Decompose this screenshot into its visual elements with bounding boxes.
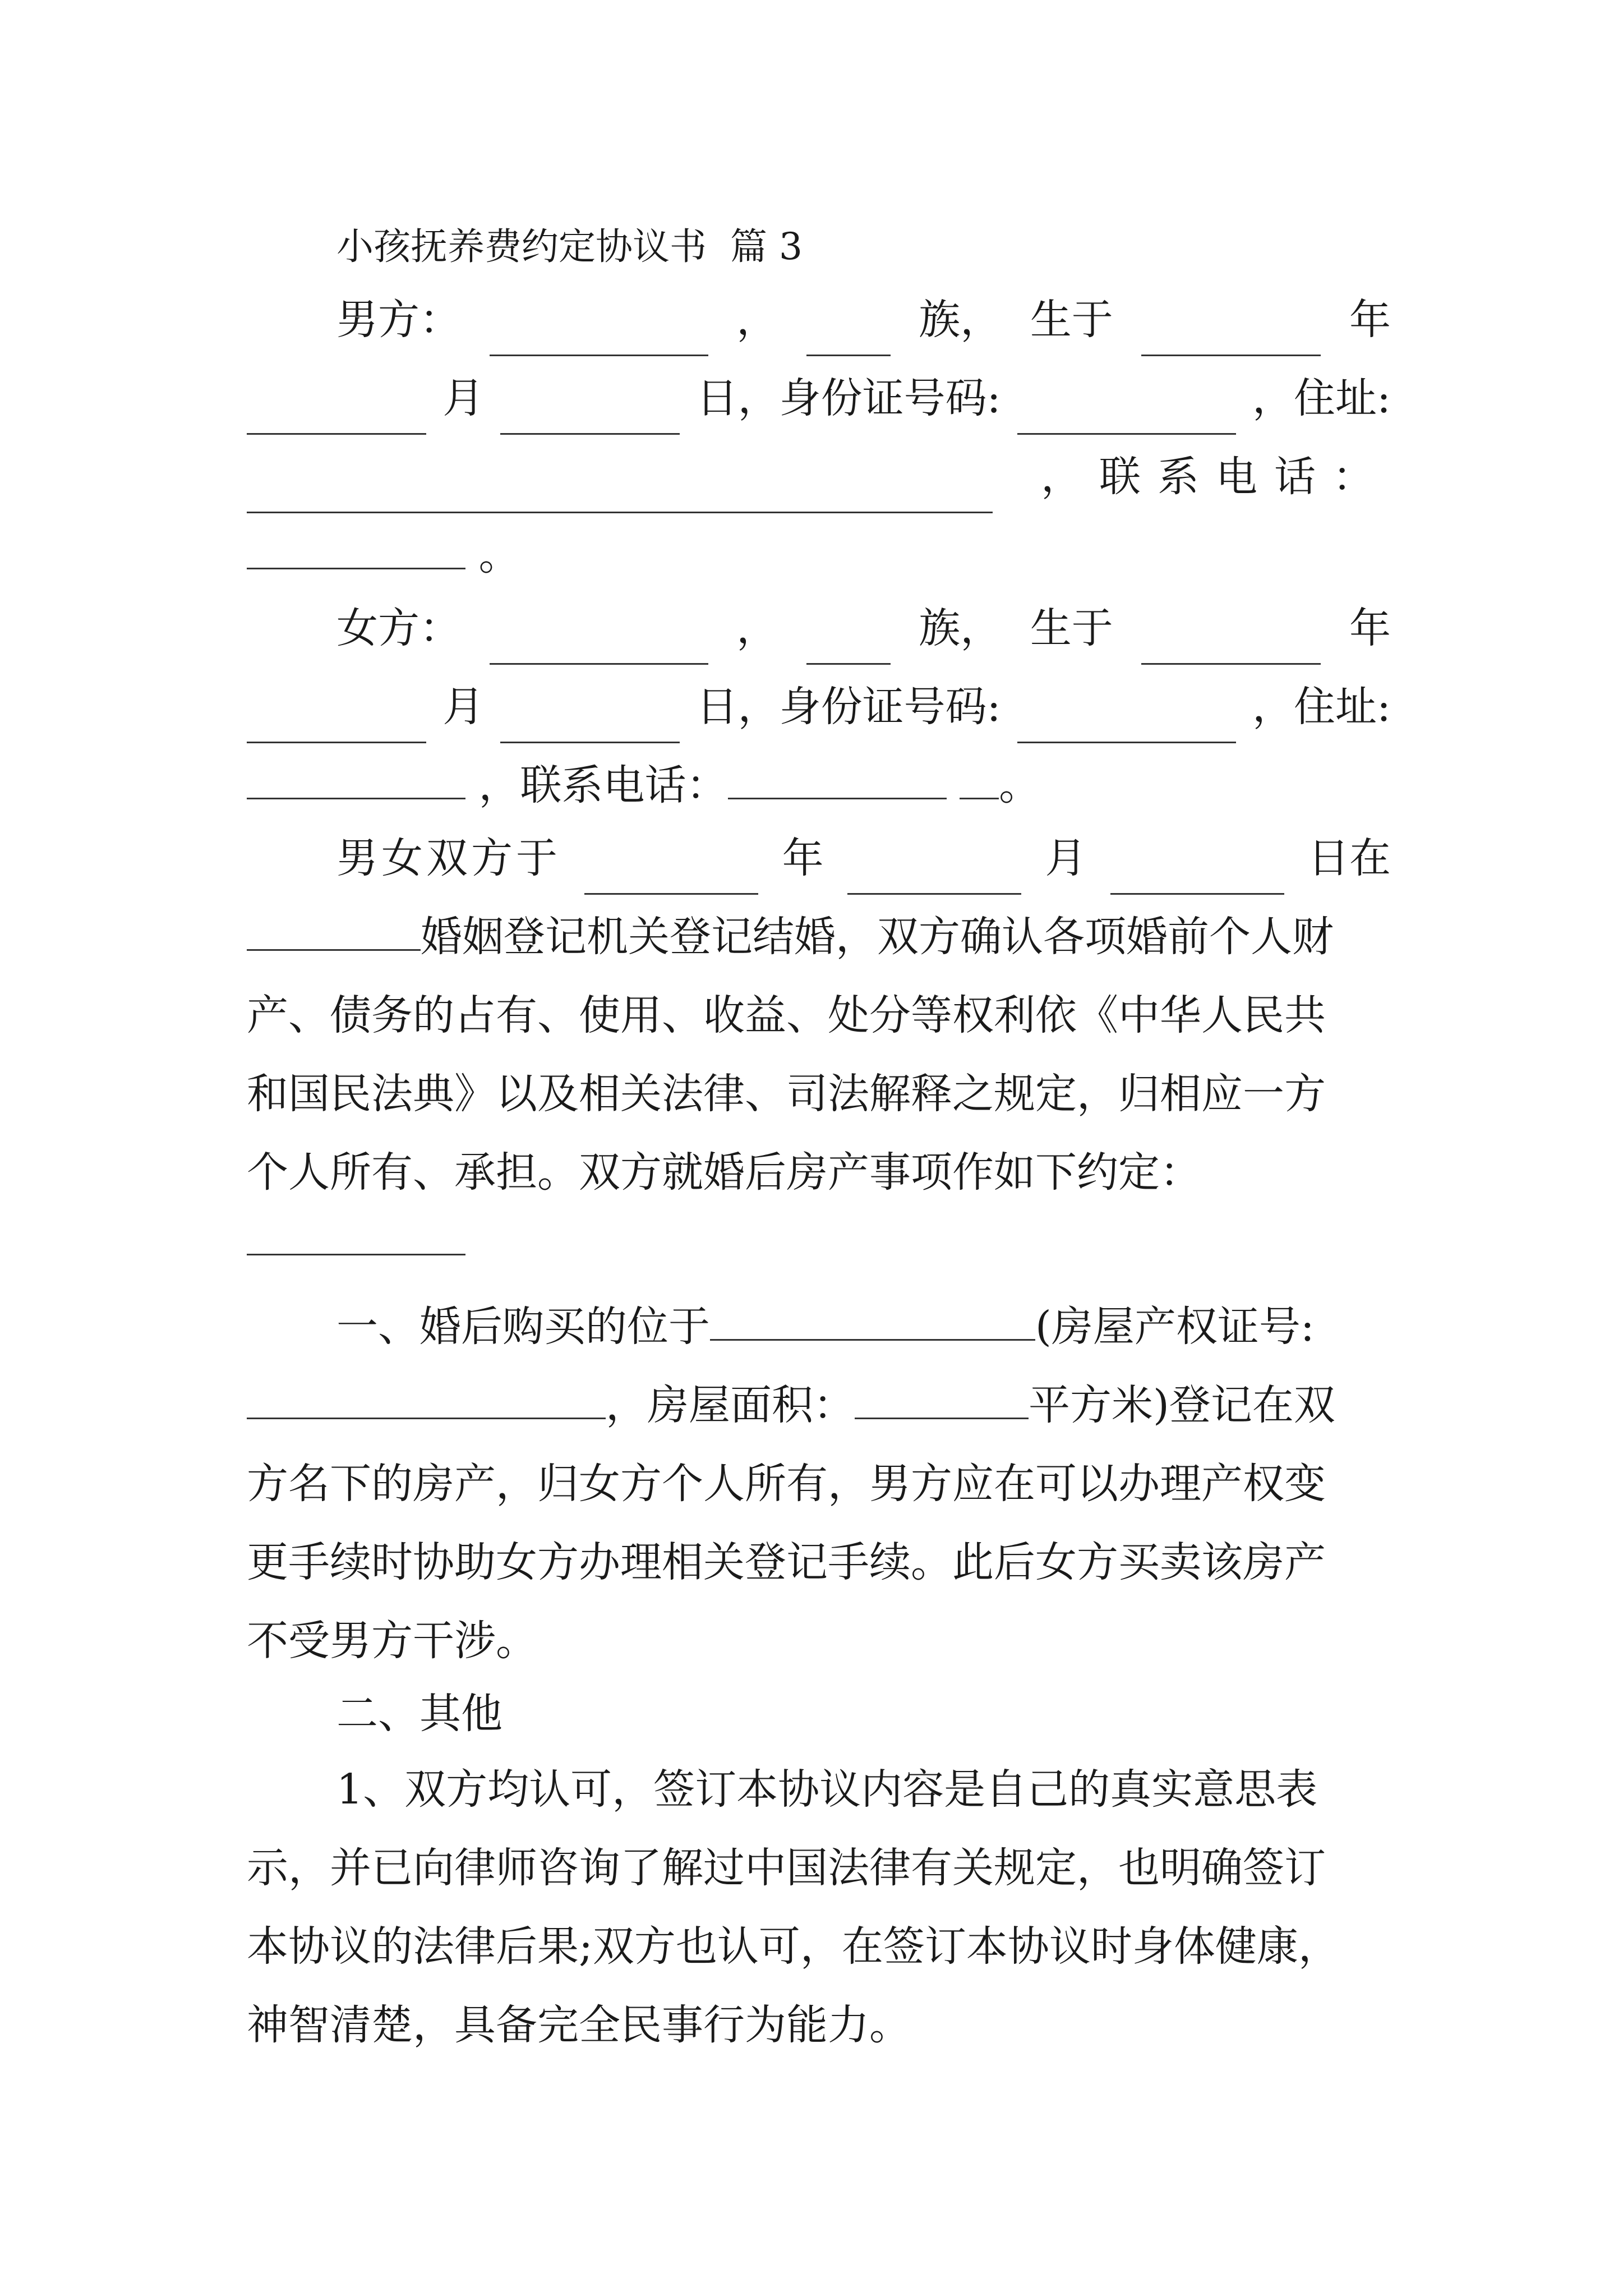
male-birth-year-blank[interactable] — [1141, 311, 1321, 356]
female-ethnicity-blank[interactable] — [806, 619, 891, 665]
clause1-line-3: 方名下的房产，归女方个人所有，男方应在可以办理产权变 — [247, 1460, 1326, 1508]
male-year-label: 年 — [1349, 296, 1391, 344]
document-title: 小孩抚养费约定协议书 篇 3 — [336, 225, 803, 268]
marriage-day-blank[interactable] — [1110, 849, 1284, 895]
separator-blank-line — [247, 1254, 465, 1255]
female-name-blank[interactable] — [490, 619, 708, 665]
comma: ， — [736, 604, 778, 652]
male-month-label: 月 — [442, 374, 485, 422]
male-party-line-4 — [247, 519, 1391, 592]
female-address-blank[interactable] — [247, 754, 465, 799]
clause1-area-label: ，房屋面积： — [606, 1381, 855, 1429]
female-phone-blank-ext[interactable] — [960, 754, 999, 799]
male-name-blank[interactable] — [490, 311, 708, 356]
marriage-line-4: 和国民法典》以及相关法律、司法解释之规定，归相应一方 — [247, 1070, 1326, 1118]
clause2-item1-line-4: 神智清楚，具备完全民事行为能力。 — [247, 2001, 911, 2049]
clause2-heading: 二、其他 — [336, 1690, 502, 1738]
clause1-area-unit: 平方米)登记在双 — [1029, 1381, 1335, 1429]
male-ethnicity-suffix: 族， — [919, 296, 1002, 344]
female-address-label: ，住址: — [1252, 683, 1391, 731]
marriage-intro: 男女双方于 — [336, 834, 561, 882]
clause2-item1-line-2: 示，并已向律师咨询了解过中国法律有关规定，也明确签订 — [247, 1844, 1326, 1892]
female-day-id-label: 日，身份证号码: — [696, 683, 1001, 731]
female-id-number-blank[interactable] — [1017, 698, 1236, 743]
male-ethnicity-blank[interactable] — [806, 311, 891, 356]
marriage-month-label: 月 — [1045, 834, 1087, 882]
clause2-item1-line-1: 1、双方均认可，签订本协议内容是自己的真实意思表 — [336, 1765, 1318, 1814]
male-phone-blank[interactable] — [247, 524, 465, 569]
marriage-day-label: 日在 — [1307, 834, 1391, 882]
clause1-lead: 一、婚后购买的位于 — [336, 1303, 710, 1351]
clause1-line-1 — [336, 1290, 1391, 1363]
clause1-line-2 — [247, 1369, 1391, 1442]
female-birth-day-blank[interactable] — [500, 698, 680, 743]
male-address-blank[interactable] — [247, 468, 993, 513]
female-party-line-2 — [247, 670, 1391, 743]
marriage-month-blank[interactable] — [847, 849, 1021, 895]
registry-office-blank[interactable] — [247, 905, 421, 951]
male-party-line-1 — [336, 283, 1391, 356]
female-party-line-1 — [336, 592, 1391, 665]
female-year-label: 年 — [1349, 604, 1391, 652]
female-birth-month-blank[interactable] — [247, 698, 426, 743]
marriage-line-2 — [247, 900, 1391, 973]
female-ethnicity-suffix: 族， — [919, 604, 1002, 652]
clause2-item1-line-3: 本协议的法律后果;双方也认可，在签订本协议时身体健康， — [247, 1922, 1340, 1971]
marriage-text-line: 婚姻登记机关登记结婚，双方确认各项婚前个人财 — [421, 913, 1334, 961]
male-birth-month-blank[interactable] — [247, 389, 426, 435]
female-month-label: 月 — [442, 683, 485, 731]
male-party-line-2 — [247, 362, 1391, 435]
female-phone-blank[interactable] — [728, 754, 947, 799]
marriage-line-5: 个人所有、承担。双方就婚后房产事项作如下约定： — [247, 1148, 1201, 1197]
house-area-blank[interactable] — [855, 1374, 1029, 1419]
male-born-label: 生于 — [1030, 296, 1113, 344]
female-end: 。 — [999, 761, 1041, 809]
marriage-year-blank[interactable] — [584, 849, 758, 895]
male-day-id-label: 日，身份证号码: — [696, 374, 1001, 422]
male-address-label: ，住址: — [1252, 374, 1391, 422]
female-phone-label: ，联系电话： — [478, 761, 728, 809]
male-end: 。 — [478, 531, 520, 579]
marriage-line-3: 产、债务的占有、使用、收益、处分等权利依《中华人民共 — [247, 991, 1326, 1039]
male-party-line-3 — [247, 440, 1391, 513]
house-location-blank[interactable] — [710, 1295, 1035, 1341]
marriage-line-1 — [336, 822, 1391, 895]
clause1-cert-label: (房屋产权证号: — [1035, 1303, 1315, 1351]
comma: ， — [736, 296, 778, 344]
male-id-number-blank[interactable] — [1017, 389, 1236, 435]
female-label: 女方： — [336, 604, 461, 652]
female-party-line-3 — [247, 749, 1391, 822]
marriage-year-label: 年 — [782, 834, 824, 882]
female-birth-year-blank[interactable] — [1141, 619, 1321, 665]
male-phone-label: ，联系电话： — [1041, 453, 1391, 501]
male-birth-day-blank[interactable] — [500, 389, 680, 435]
clause1-line-5: 不受男方干涉。 — [247, 1617, 537, 1665]
male-label: 男方： — [336, 296, 461, 344]
clause1-line-4: 更手续时协助女方办理相关登记手续。此后女方买卖该房产 — [247, 1538, 1326, 1586]
house-cert-number-blank[interactable] — [247, 1374, 606, 1419]
female-born-label: 生于 — [1030, 604, 1113, 652]
